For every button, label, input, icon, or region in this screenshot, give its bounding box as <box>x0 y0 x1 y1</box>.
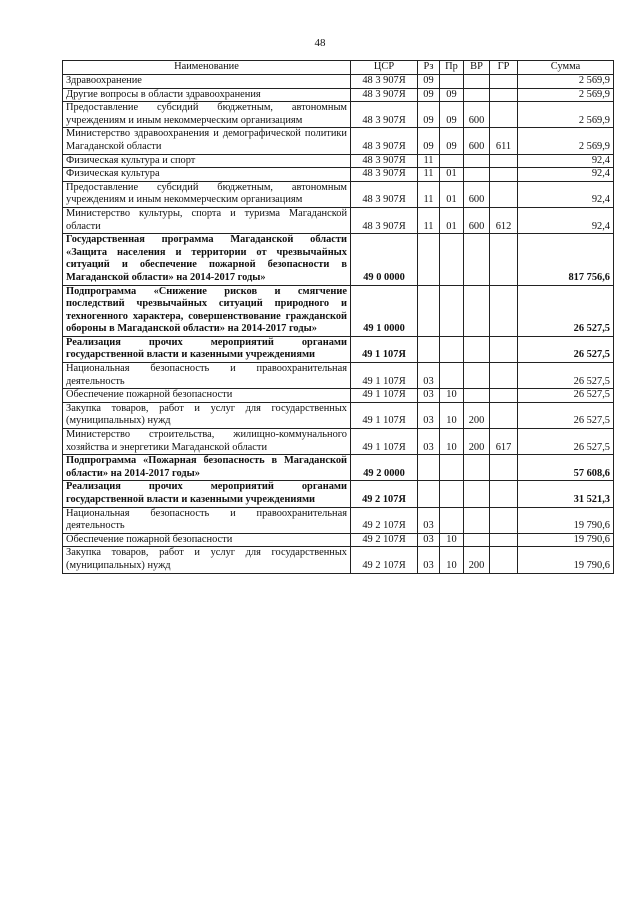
row-pr: 09 <box>440 88 464 102</box>
row-rz <box>418 285 440 336</box>
row-sum: 817 756,6 <box>518 234 614 285</box>
row-csr: 48 3 907Я <box>351 168 418 182</box>
row-sum: 19 790,6 <box>518 507 614 533</box>
row-csr: 48 3 907Я <box>351 154 418 168</box>
row-vr <box>464 507 490 533</box>
row-sum: 26 527,5 <box>518 389 614 403</box>
row-gr: 611 <box>490 128 518 154</box>
table-row <box>63 128 614 154</box>
row-sum: 26 527,5 <box>518 429 614 455</box>
row-gr <box>490 234 518 285</box>
row-csr: 48 3 907Я <box>351 128 418 154</box>
row-name: Подпрограмма «Пожарная безопасность в Магаданской области» на 2014-2017 годы» <box>63 455 351 481</box>
row-name: Министерство здравоохранения и демографической политики Магаданской области <box>63 128 351 154</box>
row-sum: 2 569,9 <box>518 128 614 154</box>
row-csr: 48 3 907Я <box>351 181 418 207</box>
row-vr <box>464 168 490 182</box>
row-name: Министерство культуры, спорта и туризма Магаданской области <box>63 207 351 233</box>
row-pr: 10 <box>440 389 464 403</box>
column-header-name: Наименование <box>63 61 351 75</box>
row-pr: 09 <box>440 128 464 154</box>
row-csr: 48 3 907Я <box>351 88 418 102</box>
table-row <box>63 285 614 336</box>
row-pr: 01 <box>440 181 464 207</box>
row-vr <box>464 533 490 547</box>
row-vr <box>464 285 490 336</box>
table-row <box>63 389 614 403</box>
column-header-rz: Рз <box>418 61 440 75</box>
row-csr: 49 1 107Я <box>351 402 418 428</box>
budget-table <box>62 60 614 574</box>
table-row <box>63 168 614 182</box>
row-csr: 49 1 107Я <box>351 389 418 403</box>
row-pr <box>440 234 464 285</box>
row-csr: 49 1 107Я <box>351 363 418 389</box>
row-name: Национальная безопасность и правоохранительная деятельность <box>63 507 351 533</box>
row-pr <box>440 154 464 168</box>
row-rz: 03 <box>418 533 440 547</box>
row-sum: 57 608,6 <box>518 455 614 481</box>
row-csr: 49 2 107Я <box>351 507 418 533</box>
row-gr <box>490 363 518 389</box>
row-pr: 01 <box>440 168 464 182</box>
row-gr <box>490 154 518 168</box>
row-gr <box>490 455 518 481</box>
row-rz: 03 <box>418 389 440 403</box>
table-row <box>63 154 614 168</box>
row-name: Обеспечение пожарной безопасности <box>63 533 351 547</box>
row-vr <box>464 234 490 285</box>
row-rz: 03 <box>418 547 440 573</box>
table-row <box>63 363 614 389</box>
row-name: Здравоохранение <box>63 75 351 89</box>
row-csr: 49 2 107Я <box>351 481 418 507</box>
row-pr <box>440 285 464 336</box>
row-csr: 49 2 107Я <box>351 547 418 573</box>
table-header-row <box>63 61 614 75</box>
row-rz <box>418 336 440 362</box>
row-rz: 03 <box>418 429 440 455</box>
row-pr: 01 <box>440 207 464 233</box>
row-name: Реализация прочих мероприятий органами государственной власти и казенными учреждениями <box>63 336 351 362</box>
column-header-csr: ЦСР <box>351 61 418 75</box>
row-rz: 03 <box>418 363 440 389</box>
row-csr: 49 1 107Я <box>351 336 418 362</box>
row-sum: 2 569,9 <box>518 75 614 89</box>
row-rz: 11 <box>418 181 440 207</box>
table-row <box>63 533 614 547</box>
row-gr: 612 <box>490 207 518 233</box>
row-name: Закупка товаров, работ и услуг для государственных (муниципальных) нужд <box>63 547 351 573</box>
row-rz <box>418 234 440 285</box>
row-pr: 10 <box>440 402 464 428</box>
row-sum: 26 527,5 <box>518 363 614 389</box>
row-name: Подпрограмма «Снижение рисков и смягчение последствий чрезвычайных ситуаций природного и техногенного характера, совершенствование гражданской обороны в Магаданской области» на 2014-2017 годы» <box>63 285 351 336</box>
row-csr: 48 3 907Я <box>351 75 418 89</box>
row-rz: 09 <box>418 102 440 128</box>
row-pr <box>440 75 464 89</box>
row-rz <box>418 481 440 507</box>
table-row <box>63 402 614 428</box>
row-sum: 26 527,5 <box>518 336 614 362</box>
row-name: Обеспечение пожарной безопасности <box>63 389 351 403</box>
row-sum: 92,4 <box>518 181 614 207</box>
row-sum: 19 790,6 <box>518 533 614 547</box>
row-sum: 2 569,9 <box>518 102 614 128</box>
row-vr: 200 <box>464 429 490 455</box>
row-vr: 600 <box>464 181 490 207</box>
row-sum: 2 569,9 <box>518 88 614 102</box>
row-sum: 31 521,3 <box>518 481 614 507</box>
row-vr <box>464 75 490 89</box>
row-name: Национальная безопасность и правоохранительная деятельность <box>63 363 351 389</box>
row-csr: 49 1 107Я <box>351 429 418 455</box>
row-gr <box>490 181 518 207</box>
row-name: Физическая культура и спорт <box>63 154 351 168</box>
row-name: Государственная программа Магаданской области «Защита населения и территории от чрезвычайных ситуаций и обеспечение пожарной безопасности в Магаданской области» на 2014-2017 годы» <box>63 234 351 285</box>
row-pr <box>440 481 464 507</box>
row-pr <box>440 455 464 481</box>
row-gr: 617 <box>490 429 518 455</box>
row-gr <box>490 507 518 533</box>
row-sum: 26 527,5 <box>518 402 614 428</box>
row-rz: 03 <box>418 507 440 533</box>
table-row <box>63 429 614 455</box>
row-pr <box>440 507 464 533</box>
row-gr <box>490 102 518 128</box>
row-name: Реализация прочих мероприятий органами государственной власти и казенными учреждениями <box>63 481 351 507</box>
row-sum: 92,4 <box>518 168 614 182</box>
row-pr <box>440 336 464 362</box>
row-vr: 200 <box>464 402 490 428</box>
table-row <box>63 88 614 102</box>
row-vr <box>464 455 490 481</box>
table-row <box>63 181 614 207</box>
row-pr: 10 <box>440 533 464 547</box>
row-csr: 49 0 0000 <box>351 234 418 285</box>
table-row <box>63 102 614 128</box>
row-vr <box>464 363 490 389</box>
row-gr <box>490 88 518 102</box>
row-vr <box>464 336 490 362</box>
row-gr <box>490 75 518 89</box>
row-vr: 600 <box>464 207 490 233</box>
table-row <box>63 507 614 533</box>
row-pr: 10 <box>440 429 464 455</box>
row-gr <box>490 336 518 362</box>
row-name: Предоставление субсидий бюджетным, автономным учреждениям и иным некоммерческим организациям <box>63 181 351 207</box>
table-row <box>63 336 614 362</box>
column-header-gr: ГР <box>490 61 518 75</box>
row-vr: 600 <box>464 128 490 154</box>
row-rz: 03 <box>418 402 440 428</box>
row-rz <box>418 455 440 481</box>
row-name: Министерство строительства, жилищно-коммунального хозяйства и энергетики Магаданской области <box>63 429 351 455</box>
row-sum: 92,4 <box>518 207 614 233</box>
row-gr <box>490 533 518 547</box>
row-rz: 11 <box>418 207 440 233</box>
row-vr <box>464 154 490 168</box>
row-name: Другие вопросы в области здравоохранения <box>63 88 351 102</box>
row-gr <box>490 547 518 573</box>
table-row <box>63 547 614 573</box>
row-vr <box>464 88 490 102</box>
row-vr <box>464 481 490 507</box>
row-gr <box>490 168 518 182</box>
row-gr <box>490 402 518 428</box>
column-header-sum: Сумма <box>518 61 614 75</box>
row-name: Предоставление субсидий бюджетным, автономным учреждениям и иным некоммерческим организациям <box>63 102 351 128</box>
row-name: Закупка товаров, работ и услуг для государственных (муниципальных) нужд <box>63 402 351 428</box>
row-rz: 09 <box>418 88 440 102</box>
row-vr <box>464 389 490 403</box>
row-gr <box>490 285 518 336</box>
row-gr <box>490 389 518 403</box>
row-pr: 09 <box>440 102 464 128</box>
row-csr: 49 1 0000 <box>351 285 418 336</box>
row-name: Физическая культура <box>63 168 351 182</box>
page-number: 48 <box>314 37 326 49</box>
column-header-vr: ВР <box>464 61 490 75</box>
row-vr: 200 <box>464 547 490 573</box>
row-pr <box>440 363 464 389</box>
table-row <box>63 207 614 233</box>
row-gr <box>490 481 518 507</box>
row-pr: 10 <box>440 547 464 573</box>
row-csr: 49 2 107Я <box>351 533 418 547</box>
table-row <box>63 234 614 285</box>
column-header-pr: Пр <box>440 61 464 75</box>
row-vr: 600 <box>464 102 490 128</box>
row-rz: 11 <box>418 168 440 182</box>
table-row <box>63 481 614 507</box>
row-rz: 11 <box>418 154 440 168</box>
row-sum: 26 527,5 <box>518 285 614 336</box>
row-csr: 48 3 907Я <box>351 207 418 233</box>
row-rz: 09 <box>418 75 440 89</box>
table-row <box>63 75 614 89</box>
row-csr: 48 3 907Я <box>351 102 418 128</box>
row-sum: 19 790,6 <box>518 547 614 573</box>
table-row <box>63 455 614 481</box>
row-sum: 92,4 <box>518 154 614 168</box>
row-csr: 49 2 0000 <box>351 455 418 481</box>
row-rz: 09 <box>418 128 440 154</box>
